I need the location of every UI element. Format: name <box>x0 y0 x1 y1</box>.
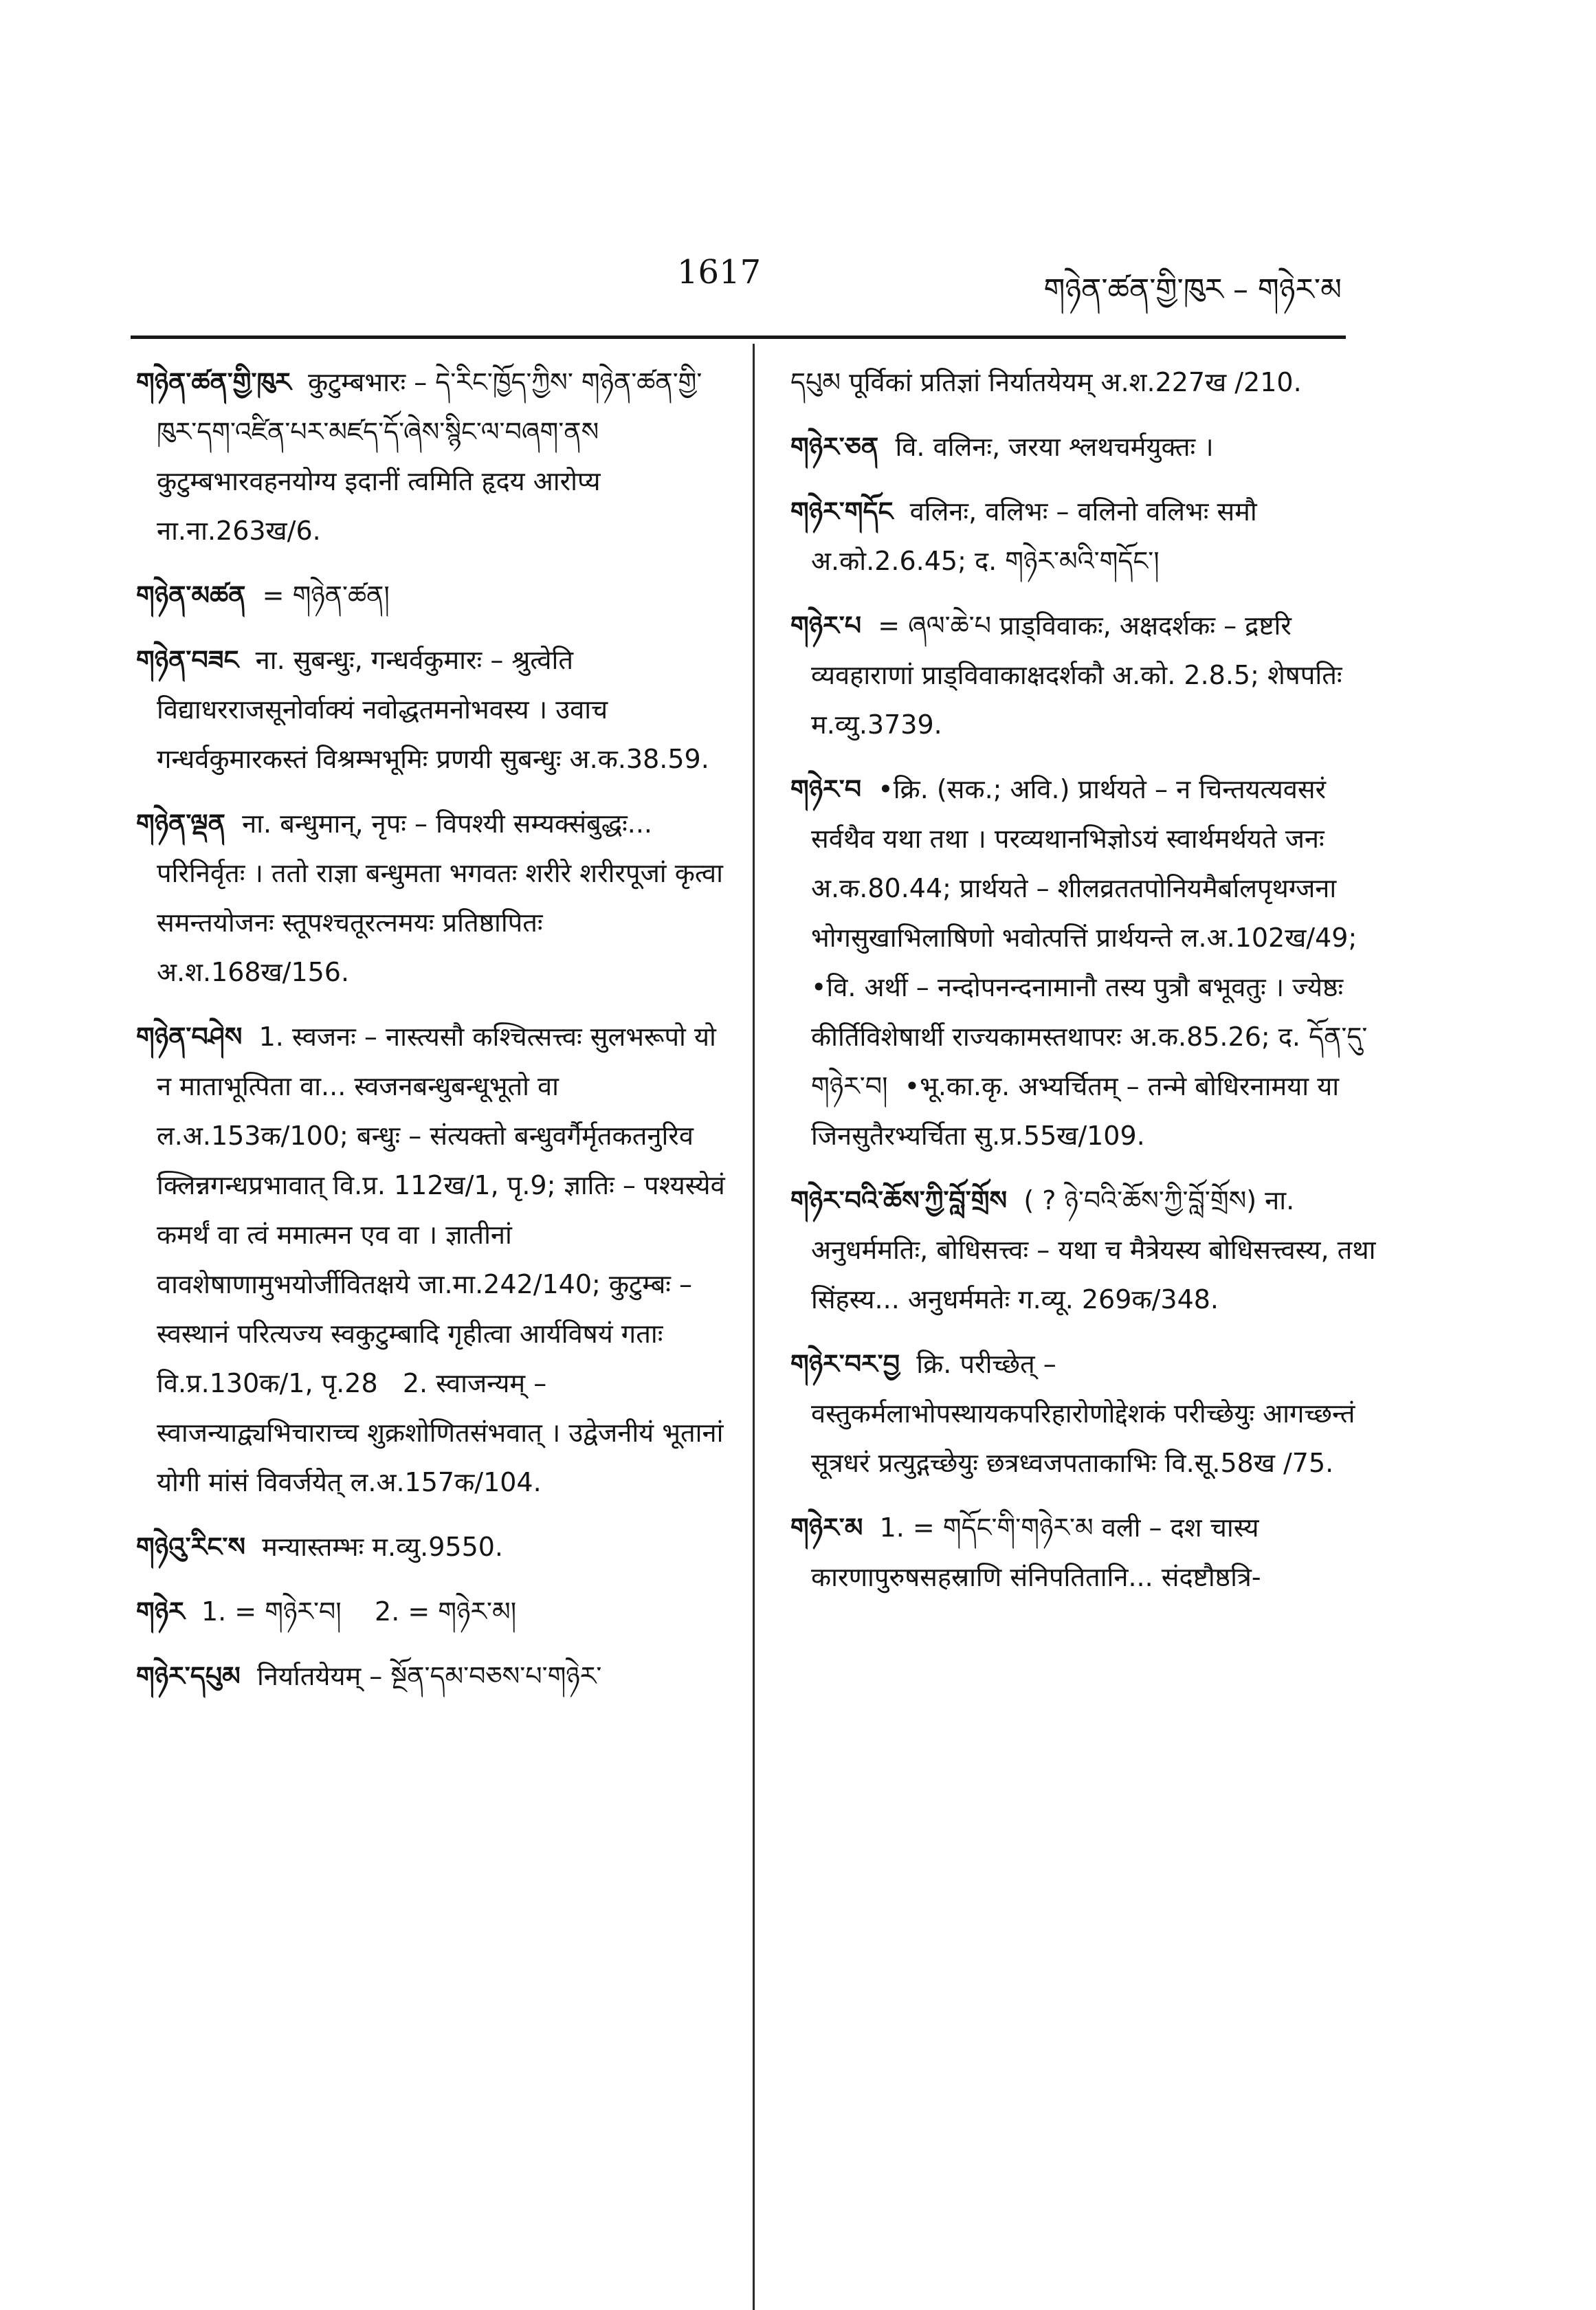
header-rule <box>131 336 1346 339</box>
running-header: གཉེན་ཚན་གྱི་ཁུར – གཉེར་མ <box>1043 272 1342 307</box>
dictionary-entry <box>136 635 727 784</box>
column-divider <box>753 344 755 2310</box>
entry-headword: གཉེའུ་རིང་ས <box>136 1532 245 1562</box>
dictionary-entry <box>790 358 1382 407</box>
dictionary-entry <box>136 799 732 997</box>
entry-text: ना. बन्धुमान्, नृपः – विपश्यी सम्यक्संबुद्धः... परिनिर्वृतः । ततो राज्ञा बन्धुमता भगवतः शरीरे शरीरपूजां कृत्वा समन्तयोजनः स्तूपश्चतूरत्नमयः प्रतिष्ठापितः अ.श.168ख/156. <box>157 808 732 987</box>
entry-headword: གཉེར་བའི་ཆོས་ཀྱི་བློ་གྲོས <box>790 1185 1008 1216</box>
entry-text: निर्यातयेयम् – སྔོན་དམ་བཅས་པ་གཉེར་ <box>256 1661 602 1691</box>
dictionary-entry <box>136 1522 727 1572</box>
dictionary-entry <box>790 1503 1382 1602</box>
entry-headword: གཉེར་བ <box>790 774 862 804</box>
dictionary-entry <box>790 1176 1382 1324</box>
entry-text: मन्यास्तम्भः म.व्यु.9550. <box>262 1532 504 1562</box>
left-column <box>136 358 733 1716</box>
entry-text: = ཞལ་ཆེ་པ प्राड्विवाकः, अक्षदर्शकः – द्रष्टरि व्यवहाराणां प्राड्विवाकाक्षदर्शकौ अ.को. 2.8.5; शेषपतिः म.व्यु.3739. <box>811 610 1351 740</box>
dictionary-entry <box>790 487 1382 586</box>
entry-text: 1. = གཉེར་བ། 2. = གཉེར་མ། <box>201 1596 517 1627</box>
entry-headword: གཉེན་བཤེས <box>136 1022 243 1052</box>
entry-headword: གཉེར་དཔུམ <box>136 1661 241 1691</box>
entry-text: 1. = གདོང་གི་གཉེར་མ वली – दश चास्य कारणापुरुषसहस्राणि संनिपतितानि... संदष्टौष्ठत्रि- <box>811 1512 1267 1592</box>
entry-text: 1. स्वजनः – नास्त्यसौ कश्चित्सत्त्वः सुलभरूपो यो न माताभूत्पिता वा... स्वजनबन्धुबन्धूभूतो वा ल.अ.153क/100; बन्धुः – संत्यक्तो बन्धुवर्गैर्मृतकतनुरिव क्लिन्नगन्धप्रभावात् वि.प्र. 112ख/1, पृ.9; ज्ञातिः – पश्यस्येवं कमर्थं वा त्वं ममात्मन एव वा । ज्ञातीनां वावशेषाणामुभयोर्जीवितक्षये जा.मा.242/140; कुटुम्बः – स्वस्थानं परित्यज्य स्वकुटुम्बादि गृहीत्वा आर्यविषयं गताः वि.प्र.130क/1, पृ.28 2. स्वाजन्यम् – स्वाजन्याद्व्यभिचाराच्च शुक्रशोणितसंभवात् । उद्वेजनीयं भूतानां योगी मांसं विवर्जयेत् ल.अ.157क/104. <box>157 1022 733 1497</box>
dictionary-entry <box>136 1651 727 1701</box>
entry-text: वलिनः, वलिभः – वलिनो वलिभः समौ अ.को.2.6.45; द. གཉེར་མའི་གདོང་། <box>811 496 1265 576</box>
page-number: 1617 <box>677 253 762 292</box>
entry-headword: གཉེར་ཅན <box>790 432 879 462</box>
dictionary-entry <box>136 571 727 620</box>
entry-headword: གཉེར་བར་བྱ <box>790 1349 900 1379</box>
entry-text: वि. वलिनः, जरया श्लथचर्मयुक्तः । <box>895 432 1214 462</box>
dictionary-entry <box>136 358 727 556</box>
entry-headword: གཉེར་པ <box>790 610 862 641</box>
entry-headword: གཉེར་མ <box>790 1512 863 1543</box>
dictionary-entry <box>790 422 1382 472</box>
entry-headword: གཉེན་ལྡན <box>136 808 225 839</box>
entry-text: •क्रि. (सक.; अवि.) प्रार्थयते – न चिन्तयत्यवसरं सर्वथैव यथा तथा । परव्यथानभिज्ञोऽयं स्वार्थमर्थयते जनः अ.क.80.44; प्रार्थयते – शीलव्रततपोनियमैर्बालपृथग्जना भोगसुखाभिलाषिणो भवोत्पत्तिं प्रार्थयन्ते ल.अ.102ख/49; •वि. अर्थी – नन्दोपनन्दनामानौ तस्य पुत्रौ बभूवतुः । ज्येष्ठः कीर्तिविशेषार्थी राज्यकामस्तथापरः अ.क.85.26; द. དོན་དུ་གཉེར་བ། •भू.का.कृ. अभ्यर्चितम् – तन्मे बोधिरनामया या जिनसुतैरभ्यर्चिता सु.प्र.55ख/109. <box>811 774 1374 1151</box>
dictionary-entry <box>790 601 1382 749</box>
entry-text: ना. सुबन्धुः, गन्धर्वकुमारः – श्रुत्वेति विद्याधरराजसूनोर्वाक्यं नवोद्धतमनोभवस्य । उवाच गन्धर्वकुमारकस्तं विश्रम्भभूमिः प्रणयी सुबन्धुः अ.क.38.59. <box>157 645 709 774</box>
dictionary-entry <box>790 764 1382 1160</box>
entry-text: कुटुम्बभारः – དེ་རིང་ཁྱོད་ཀྱིས་ གཉེན་ཚན་གྱི་ཁུར་དག་འཛིན་པར་མཛད་དོ་ཞེས་སྙིང་ལ་བཞག་ནས कुटुम्बभारवहनयोग्य इदानीं त्वमिति हृदय आरोप्य ना.ना.263ख/6. <box>157 367 702 546</box>
dictionary-entry <box>790 1339 1382 1488</box>
entry-headword: གཉེར <box>136 1596 185 1627</box>
entry-headword: གཉེན་བཟང <box>136 645 239 675</box>
entry-text: = གཉེན་ཚན། <box>262 580 390 610</box>
entry-text: དཔུམ पूर्विकां प्रतिज्ञां निर्यातयेयम् अ.श.227ख /210. <box>790 367 1302 397</box>
dictionary-entry <box>136 1012 733 1507</box>
entry-text: ( ? ཉེ་བའི་ཆོས་ཀྱི་བློ་གྲོས) ना. अनुधर्ममतिः, बोधिसत्त्वः – यथा च मैत्रेयस्य बोधिसत्त्वस्य, तथा सिंहस्य... अनुधर्ममतेः ग.व्यू. 269क/348. <box>811 1185 1384 1314</box>
entry-headword: གཉེན་མཚན <box>136 580 246 610</box>
entry-headword: གཉེན་ཚན་གྱི་ཁུར <box>136 367 291 397</box>
dictionary-entry <box>136 1587 727 1636</box>
entry-headword: གཉེར་གདོང <box>790 496 894 527</box>
entry-text: क्रि. परीच्छेत् – वस्तुकर्मलाभोपस्थायकपरिहारोणोद्देशकं परीच्छेयुः आगच्छन्तं सूत्रधरं प्रत्युद्गच्छेयुः छत्रध्वजपताकाभिः वि.सू.58ख /75. <box>811 1349 1364 1478</box>
right-column <box>790 358 1382 1617</box>
